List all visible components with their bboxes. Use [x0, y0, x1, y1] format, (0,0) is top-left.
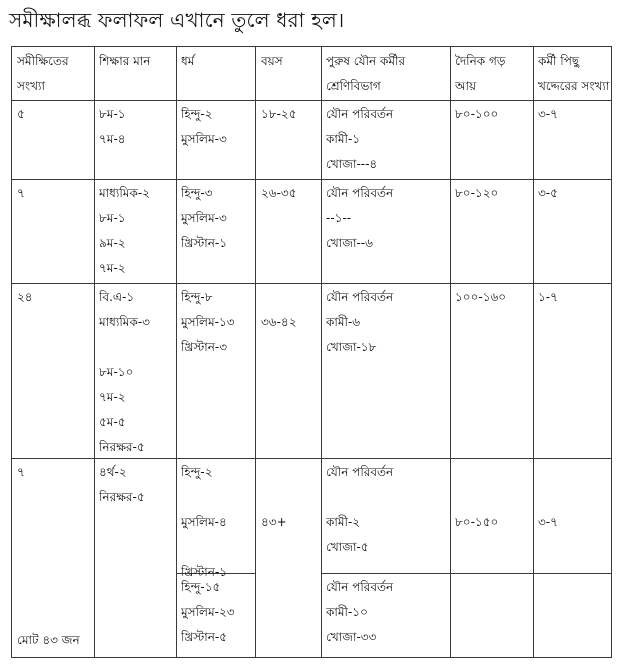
- row3-education: বি.এ-১ মাধ্যমিক-৩ ৮ম-১০ ৭ম-২ ৫ম-৫ নিরক্ষর-৫: [99, 290, 150, 454]
- row2-category: যৌন পরিবর্তন --১-- খোজা--৬: [326, 186, 394, 250]
- row4-age: ৪৩+: [261, 515, 287, 529]
- row4-clients: ৩-৭: [538, 515, 558, 529]
- header-income: দৈনিক গড় আয়: [455, 54, 506, 93]
- row2-age: ২৬-৩৫: [261, 186, 297, 200]
- row1-clients: ৩-৭: [538, 107, 558, 121]
- header-count: সমীক্ষিতের সংখ্যা: [17, 54, 69, 93]
- row2-count: ৭: [17, 186, 25, 200]
- row1-religion: হিন্দু-২ মুসলিম-৩: [181, 107, 227, 146]
- row2-religion: হিন্দু-৩ মুসলিম-৩ খ্রিস্টান-১: [181, 186, 228, 250]
- row3-religion: হিন্দু-৮ মুসলিম-১৩ খ্রিস্টান-৩: [181, 290, 235, 354]
- row4-count: ৭: [17, 465, 25, 479]
- header-education: শিক্ষার মান: [99, 54, 151, 68]
- row3-category: যৌন পরিবর্তন কামী-৬ খোজা-১৮: [326, 290, 394, 354]
- total-religion: হিন্দু-১৫ মুসলিম-২৩ খ্রিস্টান-৫: [181, 580, 235, 644]
- header-religion: ধর্ম: [181, 54, 195, 68]
- row1-age: ১৮-২৫: [261, 107, 297, 121]
- row4-religion: হিন্দু-২ মুসলিম-৪ খ্রিস্টান-১: [181, 465, 228, 579]
- header-clients: কর্মী পিছু খদ্দেরের সংখ্যা: [538, 54, 610, 93]
- row1-income: ৮০-১০০: [455, 107, 499, 121]
- row2-income: ৮০-১২০: [455, 186, 499, 200]
- row1-category: যৌন পরিবর্তন কামী-১ খোজা---৪: [326, 107, 394, 171]
- survey-results-table: [11, 46, 612, 658]
- row1-education: ৮ম-১ ৭ম-৪: [99, 107, 126, 146]
- page-title: সমীক্ষালব্ধ ফলাফল এখানে তুলে ধরা হল।: [9, 8, 345, 32]
- row4-income: ৮০-১৫০: [455, 515, 499, 529]
- row1-count: ৫: [17, 107, 25, 121]
- header-category: পুরুষ যৌন কর্মীর শ্রেণিবিভাগ: [326, 54, 406, 93]
- header-age: বয়স: [261, 54, 283, 68]
- row3-age: ৩৬-৪২: [261, 315, 297, 329]
- row3-income: ১০০-১৬০: [455, 290, 507, 304]
- row4-education: ৪র্থ-২ নিরক্ষর-৫: [99, 465, 145, 504]
- row2-education: মাধ্যমিক-২ ৮ম-১ ৯ম-২ ৭ম-২: [99, 186, 150, 275]
- row3-clients: ১-৭: [538, 290, 558, 304]
- row3-count: ২৪: [17, 290, 33, 304]
- row4-category: যৌন পরিবর্তন কামী-২ খোজা-৫: [326, 465, 394, 554]
- total-label: মোট ৪৩ জন: [17, 633, 80, 647]
- row2-clients: ৩-৫: [538, 186, 558, 200]
- total-category: যৌন পরিবর্তন কামী-১০ খোজা-৩৩: [326, 580, 394, 644]
